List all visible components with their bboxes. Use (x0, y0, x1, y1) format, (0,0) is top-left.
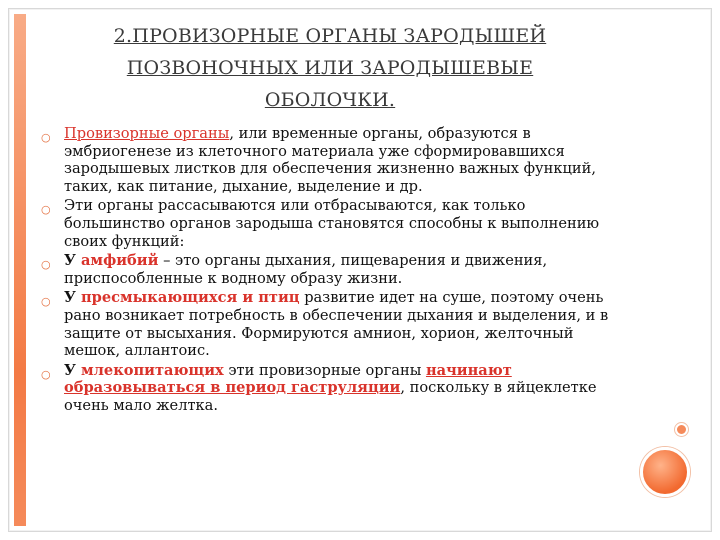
decor-large-circle (640, 447, 690, 497)
list-item: ○ У пресмыкающихся и птиц развитие идет на суше, поэтому очень рано возникает потребность в обеспечении дыхания и выделения, и в защите от высыхания. Формируются амнион, хорион, желточный мешок, аллантоис. (41, 289, 609, 360)
item-text: или временные органы, образуются в эмбриогенезе из клеточного материала уже сформировавшихся зародышевых листков для обеспечения жизненно важных функций, таких, как питание, дыхание, выделение и др. (64, 125, 596, 195)
item-text: развитие идет на суше, поэтому очень рано возникает потребность в обеспечении дыхания и выделения, и в защите от высыхания. Формируются амнион, хорион, желточный мешок, аллантоис. (64, 289, 609, 360)
bullet-ring-icon: ○ (41, 131, 51, 144)
bullet-list (40, 125, 615, 417)
title-line-1: 2.ПРОВИЗОРНЫЕ ОРГАНЫ ЗАРОДЫШЕЙ (113, 25, 547, 47)
accent-bar (14, 14, 26, 526)
term: млекопитающих (80, 361, 224, 379)
list-item (40, 197, 615, 250)
decor-small-circle (675, 423, 688, 436)
title-line-3: ОБОЛОЧКИ. (264, 89, 396, 111)
slide-title (40, 20, 620, 116)
term: Провизорные органы (64, 125, 230, 142)
item-text: – это органы дыхания, пищеварения и движения, приспособленные к водному образу жизни. (64, 252, 548, 287)
term: амфибий (80, 252, 159, 270)
bullet-ring-icon: ○ (41, 203, 51, 217)
emphasis: начинают образовываться в период гаструляции (64, 361, 512, 397)
title-line-2: ПОЗВОНОЧНЫХ ИЛИ ЗАРОДЫШЕВЫЕ (126, 57, 534, 79)
item-text: Эти органы рассасываются или отбрасываются, как только большинство органов зародыша становятся способны к выполнению своих функций: (64, 197, 600, 250)
bullet-ring-icon: ○ (41, 295, 51, 309)
term: пресмыкающихся и птиц (80, 289, 300, 307)
list-item: ○ Провизорные органы, или временные органы, образуются в эмбриогенезе из клеточного материала уже сформировавшихся зародышевых листков для обеспечения жизненно важных функций, таких, как питание, дыхание, выделение и др. (41, 125, 596, 195)
item-text: эти провизорные органы (223, 361, 426, 379)
item-text: , поскольку в яйцеклетке очень мало желтка. (64, 379, 597, 414)
bullet-ring-icon: ○ (41, 258, 51, 272)
bullet-ring-icon: ○ (41, 367, 51, 381)
list-item: ○ У амфибий – это органы дыхания, пищеварения и движения, приспособленные к водному образу жизни. (41, 252, 548, 287)
list-item: ○ У млекопитающих эти провизорные органы начинают образовываться в период гаструляции, поскольку в яйцеклетке очень мало желтка. (41, 361, 597, 414)
